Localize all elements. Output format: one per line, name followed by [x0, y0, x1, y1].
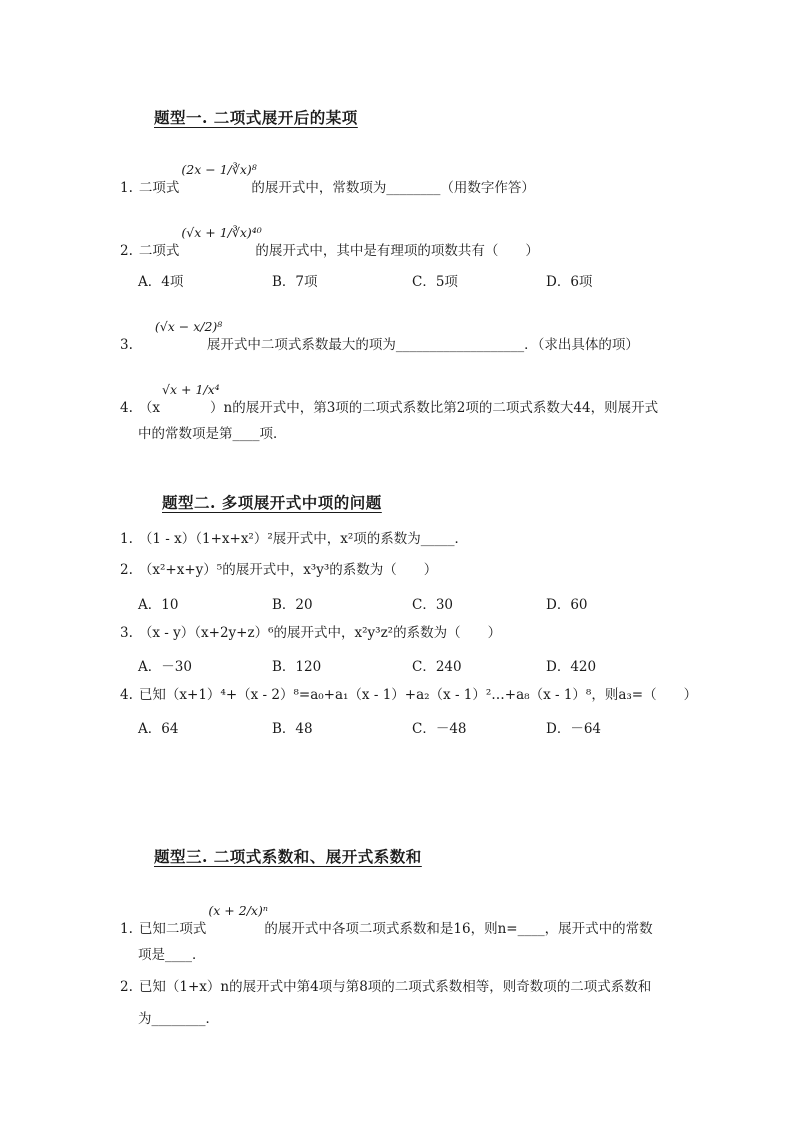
option-b[interactable]: B．120 — [272, 659, 322, 675]
option-c[interactable]: C．30 — [412, 597, 454, 613]
formula-block — [160, 382, 220, 412]
question-number: 3. — [120, 337, 133, 353]
s3-question-1 — [120, 903, 653, 939]
formula-block — [179, 162, 257, 192]
option-c[interactable]: C．－48 — [412, 721, 467, 737]
s2-question-3 — [120, 623, 501, 643]
question-number: 4. — [120, 400, 133, 416]
formula: (√x + 1/∛x)⁴⁰ — [181, 225, 262, 240]
formula: √x + 1/x⁴ — [162, 382, 220, 397]
section-title-3: 题型三. 二项式系数和、展开式系数和 — [154, 847, 422, 866]
option-a[interactable]: A．－30 — [138, 659, 192, 675]
question-prefix: 已知二项式 — [138, 921, 207, 937]
option-d[interactable]: D．6项 — [546, 274, 593, 290]
option-a[interactable]: A．4项 — [138, 274, 184, 290]
question-text: 的展开式中各项二项式系数和是16，则n=____，展开式中的常数 — [264, 921, 653, 937]
formula: (x + 2/x)ⁿ — [208, 903, 268, 918]
question-text: 的展开式中，其中是有理项的项数共有（ ） — [255, 243, 539, 259]
option-a[interactable]: A．64 — [138, 721, 179, 737]
s2-question-4 — [120, 685, 697, 705]
option-c[interactable]: C．240 — [412, 659, 462, 675]
question-text: 的展开式中，常数项为________（用数字作答） — [251, 180, 535, 196]
s1-question-1 — [120, 162, 535, 198]
s1-question-4 — [120, 382, 659, 418]
section-title-2: 题型二. 多项展开式中项的问题 — [162, 493, 382, 512]
formula: (2x − 1/∛x)⁸ — [181, 162, 257, 177]
question-number: 2. — [120, 979, 133, 995]
option-b[interactable]: B．20 — [272, 597, 313, 613]
question-prefix: 二项式 — [138, 243, 180, 259]
question-number: 4. — [120, 687, 133, 703]
section-title-1: 题型一. 二项式展开后的某项 — [154, 108, 358, 127]
option-d[interactable]: D．60 — [546, 597, 588, 613]
question-prefix: （x — [138, 400, 161, 416]
question-text: （x²+x+y）⁵的展开式中，x³y³的系数为（ ） — [138, 562, 438, 578]
formula-block — [206, 903, 268, 933]
s1-question-4-cont: 中的常数项是第____项． — [138, 426, 287, 442]
s2-question-2 — [120, 560, 437, 580]
question-number: 2. — [120, 243, 133, 259]
formula-block — [179, 225, 262, 255]
option-b[interactable]: B．48 — [272, 721, 313, 737]
question-number: 1. — [120, 921, 133, 937]
question-number: 1. — [120, 180, 133, 196]
question-text: ）n的展开式中，第3项的二项式系数比第2项的二项式系数大44，则展开式 — [210, 400, 659, 416]
question-text: 已知（1+x）n的展开式中第4项与第8项的二项式系数相等，则奇数项的二项式系数和 — [138, 979, 652, 995]
question-text: （x - y）（x+2y+z）⁶的展开式中，x²y³z²的系数为（ ） — [138, 625, 502, 641]
option-a[interactable]: A．10 — [138, 597, 179, 613]
option-d[interactable]: D．－64 — [546, 721, 602, 737]
formula-block — [139, 319, 223, 349]
s2-question-1 — [120, 529, 468, 549]
question-text: （1 - x）（1+x+x²）²展开式中，x²项的系数为_____． — [138, 531, 469, 547]
question-number: 1. — [120, 531, 133, 547]
s1-question-2 — [120, 225, 539, 261]
s3-question-2 — [120, 977, 651, 997]
question-prefix: 二项式 — [138, 180, 180, 196]
option-b[interactable]: B．7项 — [272, 274, 318, 290]
s1-question-3 — [120, 319, 639, 355]
formula: (√x − x/2)⁸ — [154, 319, 223, 334]
option-d[interactable]: D．420 — [546, 659, 597, 675]
option-c[interactable]: C．5项 — [412, 274, 458, 290]
s3-question-1-cont: 项是____． — [138, 947, 206, 963]
question-text: 已知（x+1）⁴+（x - 2）⁸=a₀+a₁（x - 1）+a₂（x - 1）²…+a₈（x - 1）⁸，则a₃=（ ） — [138, 687, 698, 703]
s3-question-2-cont: 为________． — [138, 1011, 219, 1027]
question-text: 展开式中二项式系数最大的项为___________________．（求出具体的项） — [206, 337, 639, 353]
question-number: 3. — [120, 625, 133, 641]
question-number: 2. — [120, 562, 133, 578]
